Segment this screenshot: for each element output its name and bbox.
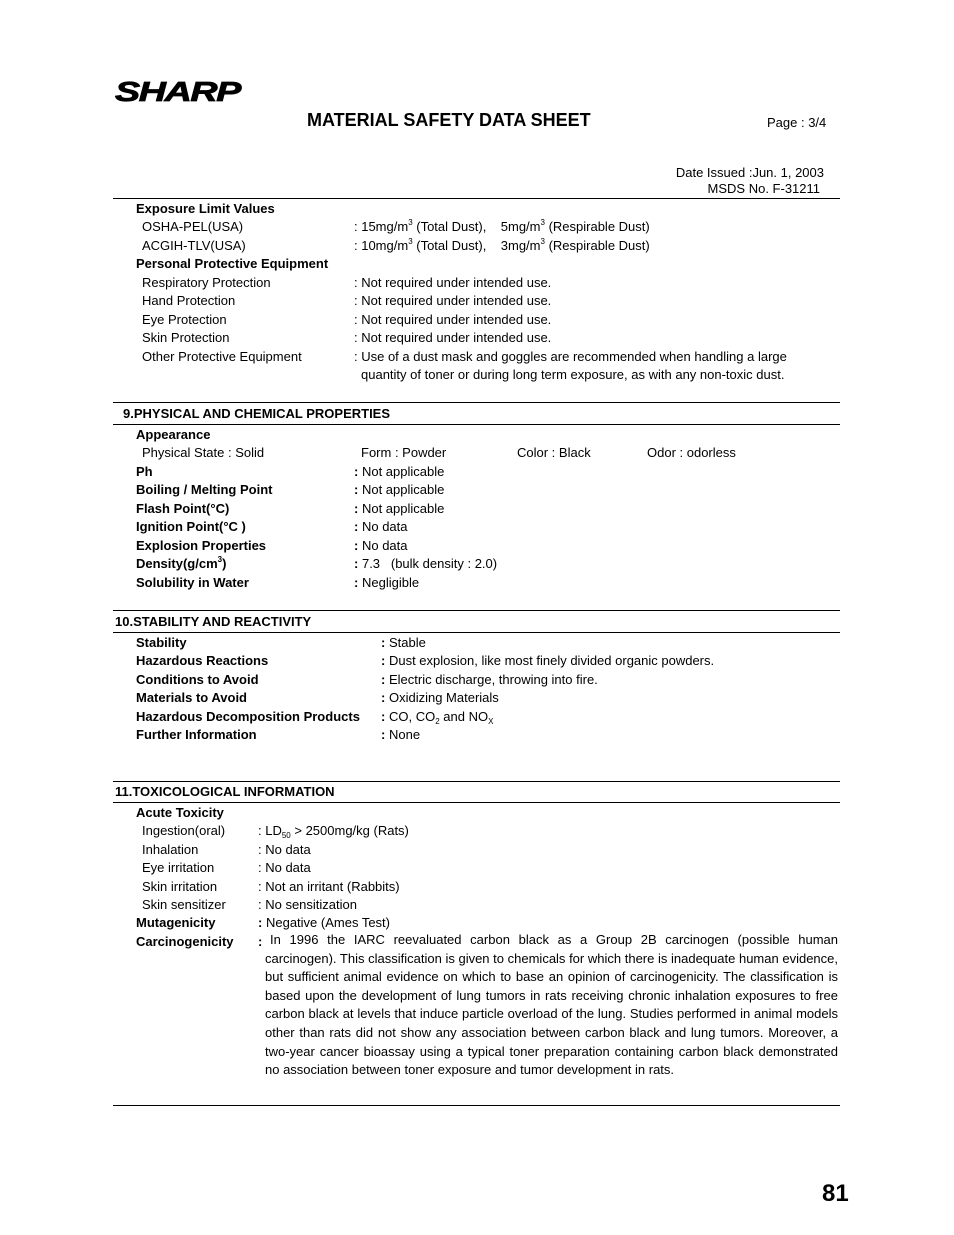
mutagenicity-label: Mutagenicity — [136, 915, 216, 930]
toxicity-value: : No data — [258, 860, 311, 875]
ppe-label: Skin Protection — [142, 330, 230, 345]
property-value: : Not applicable — [354, 501, 445, 516]
ppe-value: : Not required under intended use. — [354, 293, 552, 308]
section-heading: 10.STABILITY AND REACTIVITY — [115, 614, 312, 629]
toxicity-value: : $LD_{50} > 2500mg/kg$ (Rats) — [258, 823, 409, 840]
property-label: Ignition Point(°C ) — [136, 519, 246, 534]
property-value: : Not applicable — [354, 482, 445, 497]
toxicity-label: Inhalation — [142, 842, 199, 857]
property-value: : No data — [354, 519, 408, 534]
stability-value: : Stable — [381, 635, 426, 650]
property-label: $Density(g/cm^3)$ — [136, 555, 227, 571]
ppe-value: : Not required under intended use. — [354, 275, 552, 290]
divider — [113, 402, 840, 403]
logo-text: SHARP — [115, 76, 242, 106]
stability-label: Materials to Avoid — [136, 690, 248, 705]
acute-toxicity-heading: Acute Toxicity — [136, 805, 224, 820]
property-label: Ph — [136, 464, 153, 479]
msds-number: MSDS No. F-31211 — [707, 181, 820, 196]
property-value: : Not applicable — [354, 464, 445, 479]
physical-state: Physical State : Solid — [142, 445, 265, 460]
stability-label: Conditions to Avoid — [136, 672, 259, 687]
stability-value: : Dust explosion, like most finely divided organic powders. — [381, 653, 715, 668]
toxicity-label: Eye irritation — [142, 860, 215, 875]
page-number: 81 — [822, 1180, 849, 1207]
document-title: MATERIAL SAFETY DATA SHEET — [307, 110, 591, 130]
page-indicator: Page : 3/4 — [767, 115, 827, 130]
toxicity-value: : No data — [258, 842, 311, 857]
exposure-label: OSHA-PEL(USA) — [142, 219, 244, 234]
exposure-value: : $15mg/m^3$ (Total Dust), $5mg/m^3$ (Respirable Dust) — [354, 218, 650, 234]
divider — [113, 610, 840, 611]
ppe-value-continued: quantity of toner or during long term exposure, as with any non-toxic dust. — [361, 367, 785, 382]
color: Color : Black — [517, 445, 591, 460]
property-label: Boiling / Melting Point — [136, 482, 273, 497]
carcinogenicity-text: In 1996 the IARC reevaluated carbon black as a Group 2B carcinogen (possible human carcinogen). This classification is given to chemicals for which there is inadequate human evidence, but sufficient animal evidence on which to base an opinion of carcinogenicity. The classification is based upon the development of lung tumors in rats receiving chronic inhalation exposures to free carbon black at levels that induce particle overload of the lung. Studies performed in animal models other than rats did not show any association between carbon black and lung tumors. Moreover, a two-year cancer bioassay using a typical toner preparation containing carbon black demonstrated no association between toner exposure and tumor development in rats. — [265, 932, 838, 1078]
stability-label: Further Information — [136, 727, 257, 742]
date-issued: Date Issued :Jun. 1, 2003 — [675, 165, 824, 180]
stability-value: : None — [381, 727, 421, 742]
stability-label: Hazardous Reactions — [136, 653, 269, 668]
ppe-value: : Not required under intended use. — [354, 312, 552, 327]
toxicity-label: Ingestion(oral) — [142, 823, 226, 838]
exposure-heading: Exposure Limit Values — [136, 201, 275, 216]
divider — [113, 198, 840, 199]
exposure-label: ACGIH-TLV(USA) — [142, 238, 246, 253]
appearance-heading: Appearance — [136, 427, 211, 442]
ppe-label: Eye Protection — [142, 312, 227, 327]
section-heading: 9.PHYSICAL AND CHEMICAL PROPERTIES — [123, 406, 391, 421]
stability-value: : Oxidizing Materials — [381, 690, 499, 705]
property-value: : No data — [354, 538, 408, 553]
ppe-label: Respiratory Protection — [142, 275, 271, 290]
carcinogenicity-colon: : — [258, 934, 263, 949]
divider — [113, 802, 840, 803]
toxicity-value: : No sensitization — [258, 897, 357, 912]
toxicity-value: : Not an irritant (Rabbits) — [258, 879, 400, 894]
ppe-heading: Personal Protective Equipment — [136, 256, 329, 271]
ppe-label: Other Protective Equipment — [142, 349, 302, 364]
form: Form : Powder — [361, 445, 447, 460]
divider — [113, 632, 840, 633]
divider — [113, 1105, 840, 1106]
sharp-logo — [115, 76, 245, 106]
exposure-value: : $10mg/m^3$ (Total Dust), $3mg/m^3$ (Respirable Dust) — [354, 237, 650, 253]
mutagenicity-value: : Negative (Ames Test) — [258, 915, 390, 930]
carcinogenicity-label: Carcinogenicity — [136, 934, 234, 949]
property-label: Explosion Properties — [136, 538, 267, 553]
property-label: Flash Point(°C) — [136, 501, 230, 516]
stability-value: : CO, $CO_2$ and $NO_X$ — [381, 709, 494, 726]
stability-label: Hazardous Decomposition Products — [136, 709, 360, 724]
toxicity-label: Skin irritation — [142, 879, 218, 894]
property-value: : 7.3 (bulk density : 2.0) — [354, 556, 498, 571]
section-heading: 11.TOXICOLOGICAL INFORMATION — [115, 784, 335, 799]
ppe-value: : Use of a dust mask and goggles are recommended when handling a large — [354, 349, 787, 364]
toxicity-label: Skin sensitizer — [142, 897, 226, 912]
property-label: Solubility in Water — [136, 575, 249, 590]
property-value: : Negligible — [354, 575, 420, 590]
odor: Odor : odorless — [647, 445, 736, 460]
divider — [113, 781, 840, 782]
ppe-value: : Not required under intended use. — [354, 330, 552, 345]
divider — [113, 424, 840, 425]
ppe-label: Hand Protection — [142, 293, 236, 308]
stability-value: : Electric discharge, throwing into fire. — [381, 672, 598, 687]
stability-label: Stability — [136, 635, 187, 650]
